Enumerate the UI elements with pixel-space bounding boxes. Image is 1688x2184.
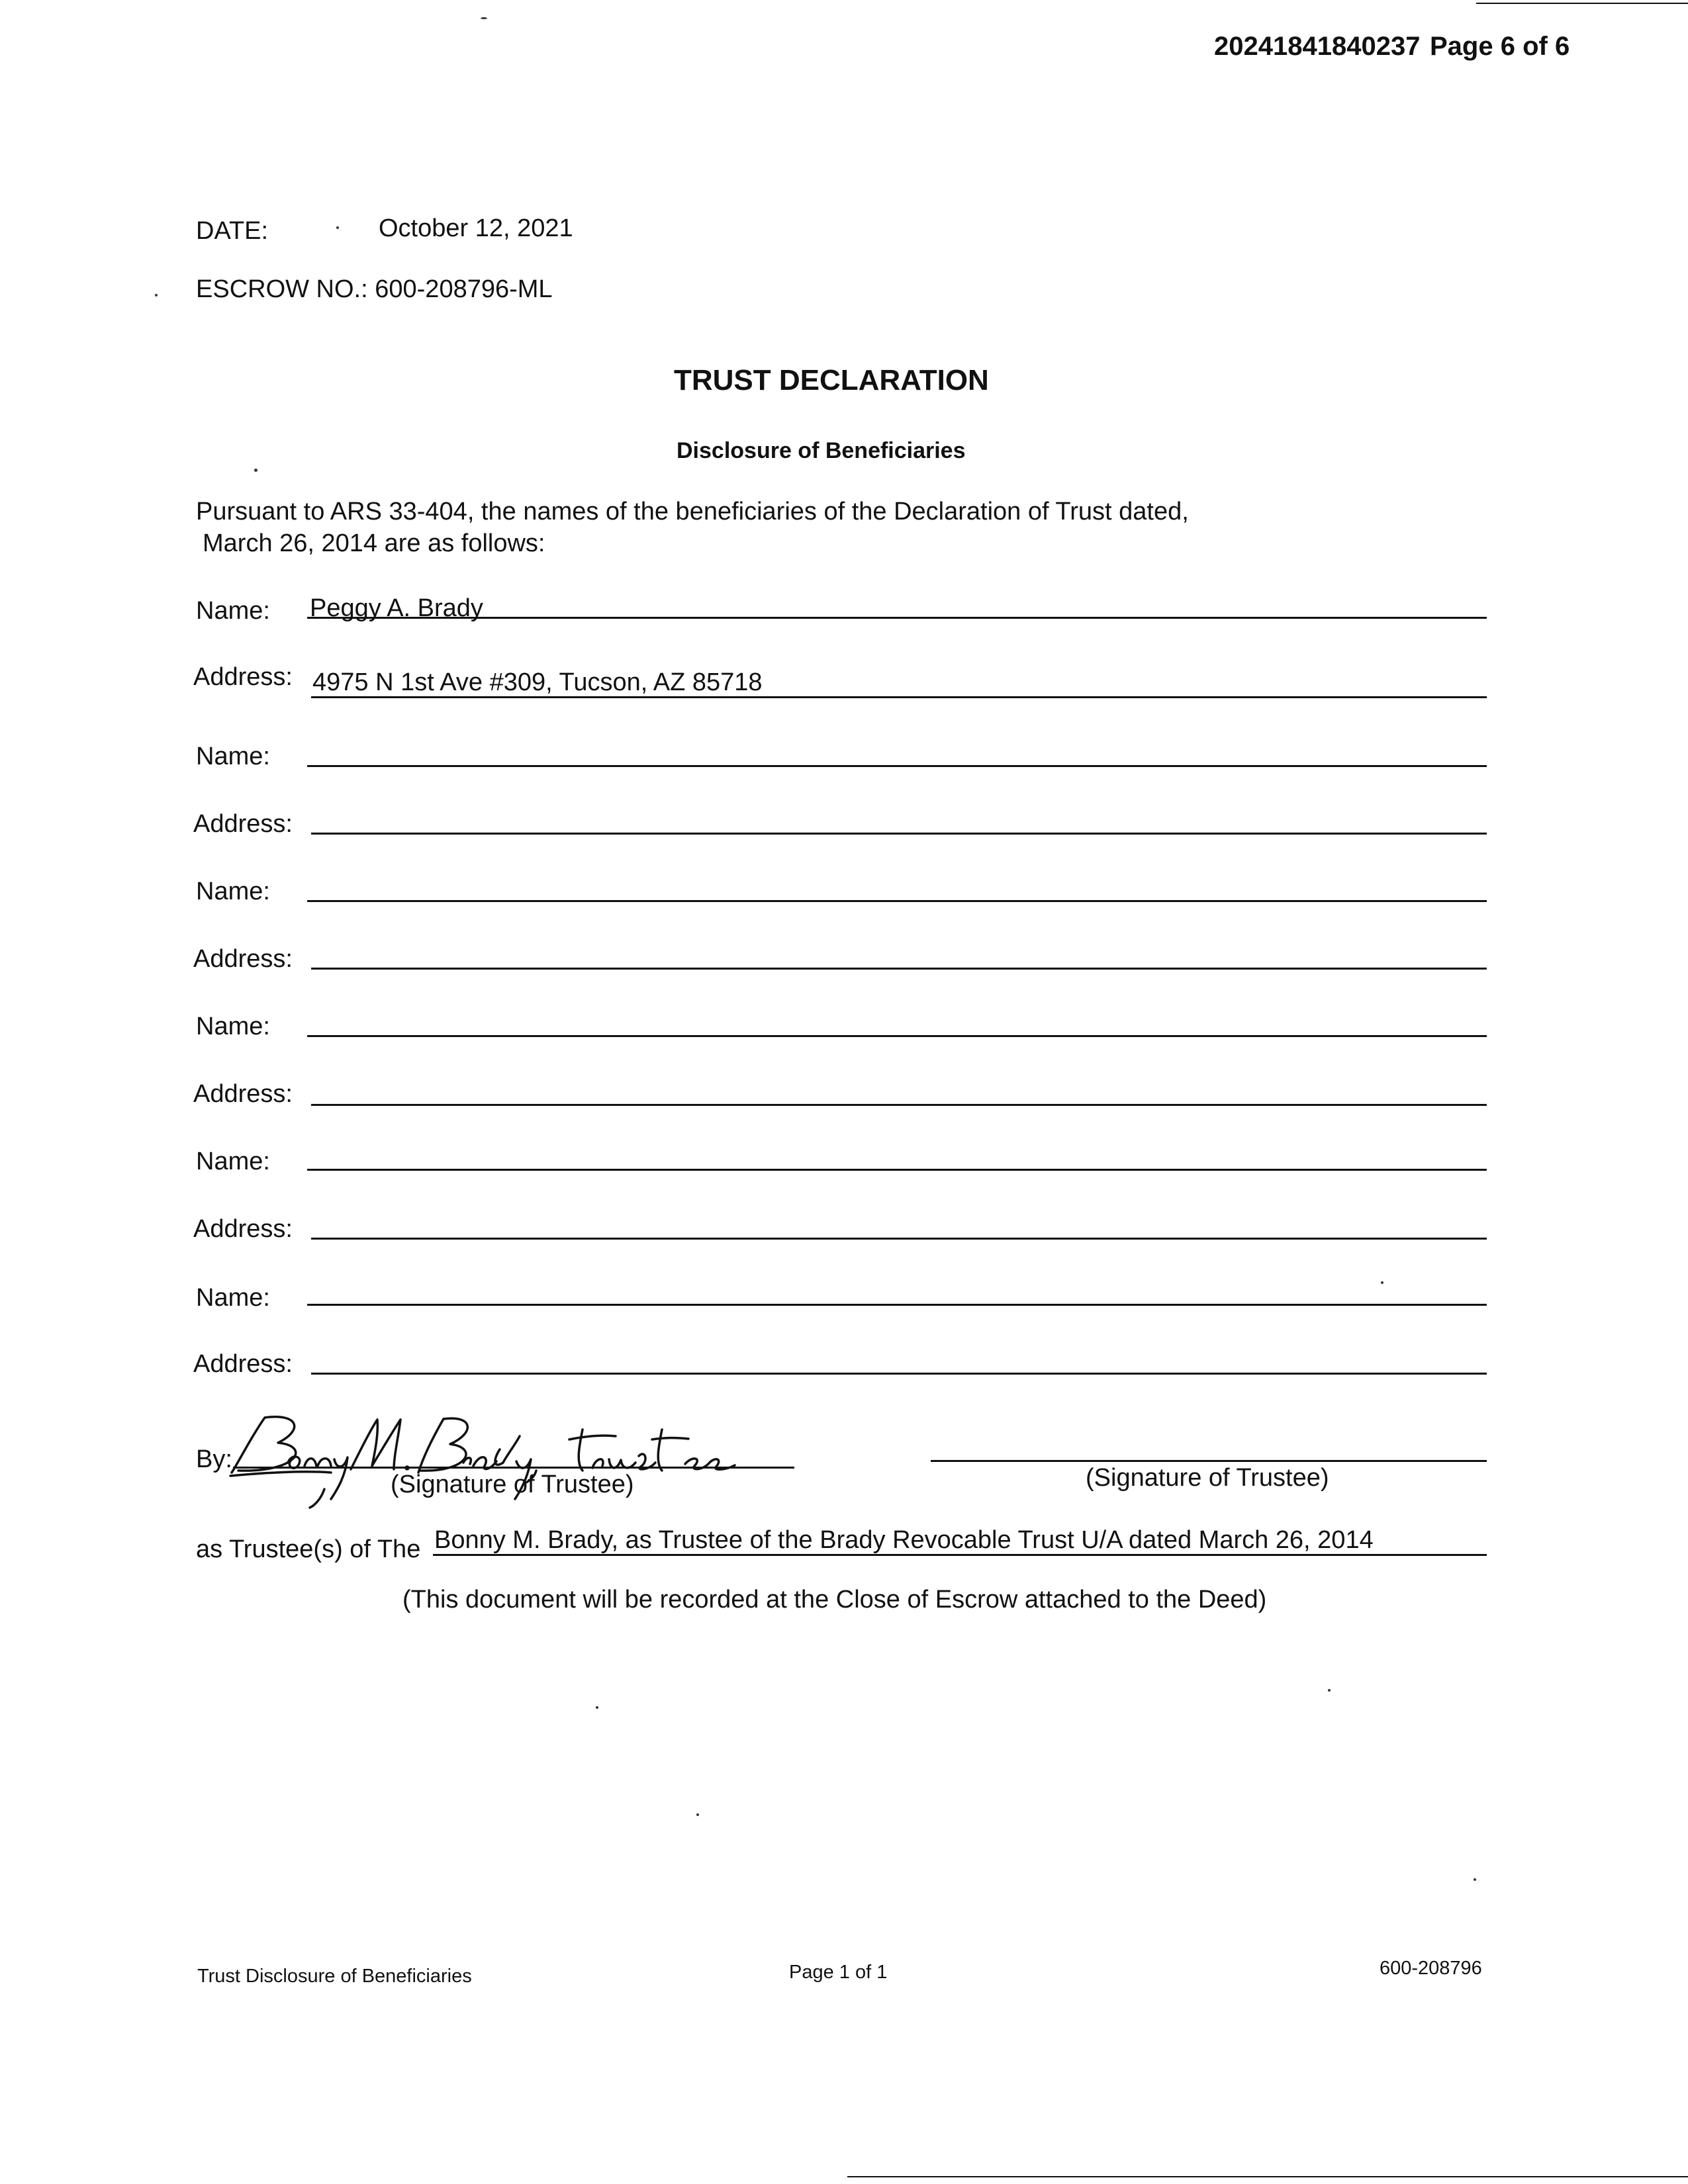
address-underline (311, 1373, 1487, 1375)
date-label: DATE: (196, 217, 269, 245)
scan-speck (1381, 1281, 1383, 1284)
footer-title: Trust Disclosure of Beneficiaries (197, 1966, 472, 1987)
name-label: Name: (196, 1148, 270, 1175)
recording-note: (This document will be recorded at the Close of Escrow attached to the Deed) (402, 1586, 1267, 1614)
address-label: Address: (193, 1080, 293, 1108)
name-underline (307, 765, 1487, 767)
scan-speck (336, 226, 339, 229)
signature-line-right (931, 1460, 1487, 1462)
name-label: Name: (196, 597, 270, 625)
name-label: Name: (196, 1013, 270, 1040)
name-label: Name: (196, 878, 270, 905)
page-indicator: Page 6 of 6 (1430, 32, 1570, 61)
scan-speck (481, 17, 487, 19)
address-underline (311, 1104, 1487, 1106)
signature-caption-left: (Signature of Trustee) (391, 1471, 634, 1498)
scan-speck (696, 1813, 699, 1816)
name-underline (307, 1169, 1487, 1171)
scan-speck (155, 294, 158, 296)
address-underline (311, 833, 1487, 835)
intro-line-1: Pursuant to ARS 33-404, the names of the beneficiaries of the Declaration of Trust dated, (196, 498, 1189, 525)
beneficiary-name-field[interactable]: Peggy A. Brady (310, 594, 483, 622)
footer-page: Page 1 of 1 (789, 1962, 888, 1983)
top-rule (1476, 3, 1688, 4)
name-underline (307, 1035, 1487, 1037)
name-underline (307, 900, 1487, 902)
address-underline (311, 1238, 1487, 1240)
address-label: Address: (193, 810, 293, 838)
intro-line-2: March 26, 2014 are as follows: (203, 529, 545, 557)
beneficiary-address-field[interactable]: 4975 N 1st Ave #309, Tucson, AZ 85718 (312, 668, 763, 696)
name-label: Name: (196, 743, 270, 770)
address-underline (311, 696, 1487, 698)
bottom-rule (847, 2176, 1688, 2177)
trustee-underline (433, 1554, 1487, 1556)
date-value: October 12, 2021 (379, 214, 573, 242)
name-label: Name: (196, 1284, 270, 1312)
address-label: Address: (193, 663, 293, 691)
footer-escrow-number: 600-208796 (1380, 1958, 1482, 1979)
scan-speck (254, 469, 258, 472)
address-label: Address: (193, 1350, 293, 1378)
name-underline (307, 1304, 1487, 1306)
trustee-label: as Trustee(s) of The (196, 1535, 421, 1563)
scan-speck (596, 1706, 598, 1709)
record-number: 20241841840237 (1214, 32, 1421, 61)
page-title: TRUST DECLARATION (674, 364, 989, 396)
address-label: Address: (193, 1215, 293, 1243)
trustee-value[interactable]: Bonny M. Brady, as Trustee of the Brady Revocable Trust U/A dated March 26, 2014 (434, 1526, 1374, 1554)
by-label: By: (196, 1445, 232, 1473)
address-label: Address: (193, 945, 293, 973)
scan-speck (1328, 1689, 1331, 1692)
signature-caption-right: (Signature of Trustee) (1086, 1464, 1329, 1492)
escrow-label: ESCROW NO.: (196, 275, 368, 303)
escrow-value: 600-208796-ML (375, 275, 553, 303)
escrow-row (196, 275, 553, 304)
scan-speck (1474, 1878, 1476, 1881)
page-subtitle: Disclosure of Beneficiaries (677, 438, 966, 463)
name-underline (307, 617, 1487, 619)
address-underline (311, 968, 1487, 970)
signature-line-left (233, 1467, 794, 1469)
